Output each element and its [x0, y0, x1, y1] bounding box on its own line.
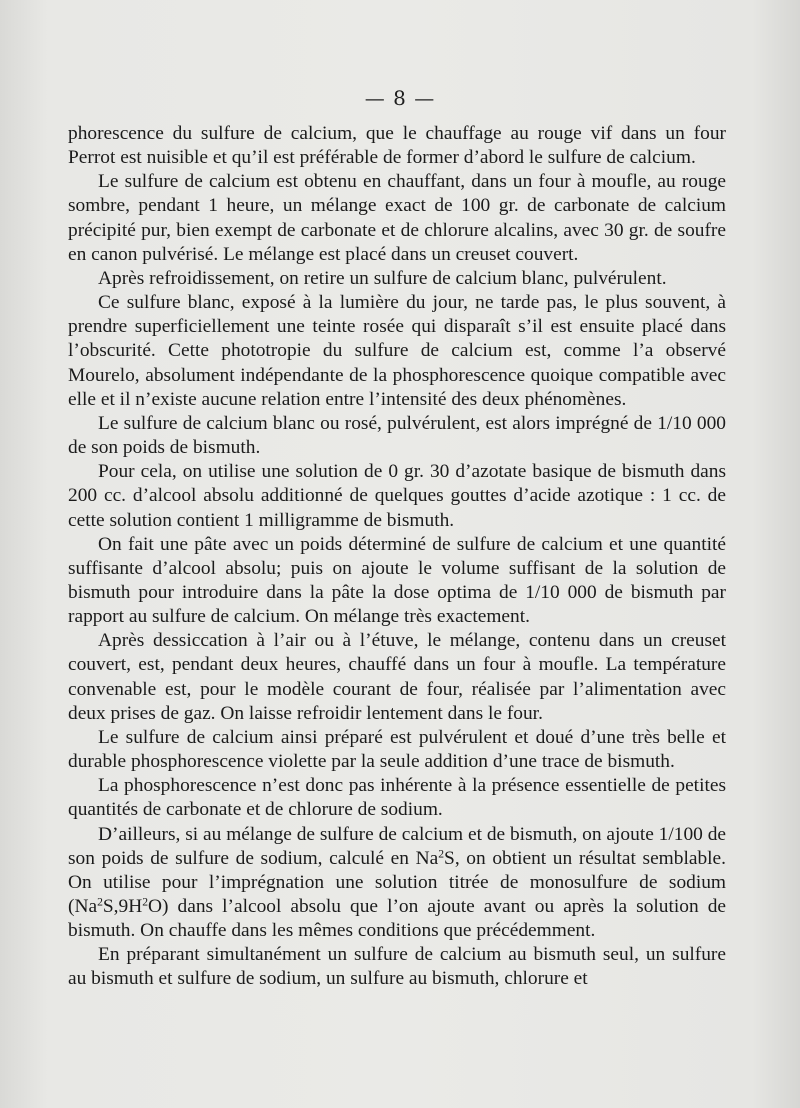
paragraph: Ce sulfure blanc, exposé à la lumière du jour, ne tarde pas, le plus souvent, à prendre superficiellement une teinte rosée qui disparaît s’il est ensuite placé dans l’obscurité. Cette phototropie du sulfure de calcium est, comme l’a observé Mourelo, absolument indépendante de la phosphorescence quoique compatible avec elle et il n’existe aucune relation entre l’intensité des deux phénomènes. [68, 292, 726, 410]
paragraph: Pour cela, on utilise une solution de 0 gr. 30 d’azotate basique de bismuth dans 200 cc. d’alcool absolu additionné de quelques gouttes d’acide azotique : 1 cc. de cette solution contient 1 milligramme de bismuth. [68, 461, 726, 531]
paragraph: Le sulfure de calcium ainsi préparé est pulvérulent et doué d’une très belle et durable phosphorescence violette par la seule addition d’une trace de bismuth. [68, 726, 726, 773]
paragraph: En préparant simultanément un sulfure de calcium au bismuth seul, un sulfure au bismuth et sulfure de sodium, un sulfure au bismuth, chlorure et [68, 944, 726, 990]
page-number: — 8 — [364, 86, 436, 110]
superscript: 2 [438, 847, 445, 861]
paragraph: Le sulfure de calcium blanc ou rosé, pulvérulent, est alors imprégné de 1/10 000 de son poids de bismuth. [68, 412, 726, 459]
paragraph: Le sulfure de calcium est obtenu en chauffant, dans un four à moufle, au rouge sombre, pendant 1 heure, un mélange exact de 100 gr. de carbonate de calcium précipité pur, bien exempt de carbonate et de chlorure alcalins, avec 30 gr. de soufre en canon pulvérisé. Le mélange est placé dans un creuset couvert. [68, 171, 726, 265]
paragraph: On fait une pâte avec un poids déterminé de sulfure de calcium et une quantité suffisante d’alcool absolu; puis on ajoute le volume suffisant de la solution de bismuth pour introduire dans la pâte la dose optima de 1/10 000 de bismuth par rapport au sulfure de calcium. On mélange très exactement. [68, 533, 726, 628]
superscript: 2 [142, 895, 149, 909]
paragraph: D’ailleurs, si au mélange de sulfure de calcium et de bismuth, on ajoute 1/100 de son poids de sulfure de sodium, calculé en Na$^2$S, on obtient un résultat semblable. On utilise pour l’imprégnation une solution titrée de monosulfure de sodium $(Na^2S,9H^2O)$ dans l’alcool absolu que l’on ajoute avant ou après la solution de bismuth. On chauffe dans les mêmes conditions que précédemment. [68, 823, 726, 942]
paragraph: Après dessiccation à l’air ou à l’étuve, le mélange, contenu dans un creuset couvert, est, pendant deux heures, chauffé dans un four à moufle. La température convenable est, pour le modèle courant de four, réalisée par l’alimentation avec deux prises de gaz. On laisse refroidir lentement dans le four. [68, 630, 726, 724]
paragraph: Après refroidissement, on retire un sulfure de calcium blanc, pulvérulent. [98, 267, 667, 289]
superscript: 2 [97, 895, 103, 909]
body-text [68, 122, 726, 992]
paragraph: La phosphorescence n’est donc pas inhérente à la présence essentielle de petites quantités de carbonate et de chlorure de sodium. [68, 775, 726, 821]
paragraph: phorescence du sulfure de calcium, que le chauffage au rouge vif dans un four Perrot est nuisible et qu’il est préférable de former d’abord le sulfure de calcium. [68, 123, 726, 169]
